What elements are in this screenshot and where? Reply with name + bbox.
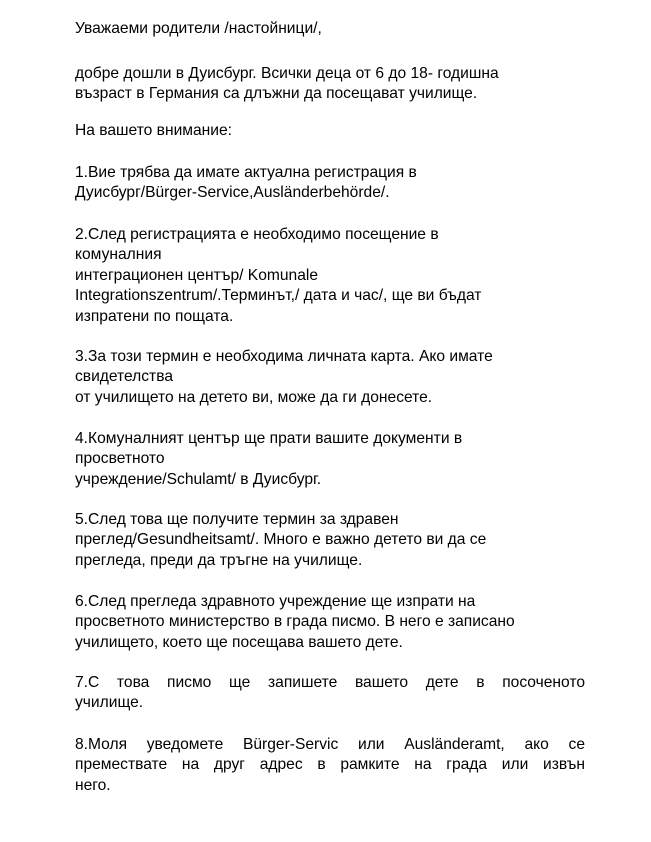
intro-line: възраст в Германия са длъжни да посещават училище. (75, 85, 478, 103)
item-line: училището, което ще посещава вашето дете. (75, 633, 403, 651)
item-line: 4.Комуналният център ще прати вашите документи в (75, 430, 463, 447)
item-line: премествате на друг адрес в рамките на града или извън (75, 756, 585, 774)
item-line: Integrationszentrum/.Терминът,/ дата и час/, ще ви бъдат (75, 287, 482, 305)
item-line: 7.С това писмо ще запишете вашето дете в посоченото (75, 674, 585, 691)
item-2 (75, 225, 585, 327)
item-line: свидетелства (75, 368, 173, 386)
item-line: изпратени по пощата. (75, 307, 234, 325)
greeting-line: Уважаеми родители /настойници/, (75, 20, 322, 37)
item-line: просветното министерство в града писмо. В него е записано (75, 613, 515, 631)
item-line: Дуисбург/Bürger-Service,Ausländerbehörde/. (75, 184, 390, 202)
item-line: от училището на детето ви, може да ги донесете. (75, 388, 433, 406)
item-line: него. (75, 776, 111, 794)
item-line: преглед/Gesundheitsamt/. Много е важно детето ви да се (75, 531, 487, 549)
item-line: училище. (75, 694, 144, 712)
attention-heading (75, 121, 585, 141)
item-6 (75, 592, 585, 653)
item-5 (75, 510, 585, 571)
greeting (75, 19, 585, 39)
attention-line: На вашето внимание: (75, 122, 233, 139)
item-line: 5.След това ще получите термин за здравен (75, 511, 399, 528)
item-3 (75, 347, 585, 408)
item-line: просветното (75, 450, 165, 468)
item-1 (75, 163, 585, 204)
item-line: учреждение/Schulamt/ в Дуисбург. (75, 470, 322, 488)
item-line: 6.След прегледа здравното учреждение ще изпрати на (75, 593, 476, 610)
item-line: 8.Моля уведомете Bürger-Servic или Ausländeramt, ако се (75, 736, 585, 753)
item-7 (75, 673, 585, 714)
item-line: 1.Вие трябва да имате актуална регистрация в (75, 164, 417, 181)
intro-line: добре дошли в Дуисбург. Всички деца от 6 до 18- годишна (75, 65, 499, 82)
item-line: 3.За този термин е необходима личната карта. Ако имате (75, 348, 493, 365)
item-line: интеграционен център/ Komunale (75, 266, 319, 284)
item-line: 2.След регистрацията е необходимо посещение в (75, 226, 439, 243)
item-line: комуналния (75, 246, 162, 264)
item-4 (75, 429, 585, 490)
intro-paragraph (75, 64, 585, 105)
item-8 (75, 735, 585, 796)
item-line: прегледа, преди да тръгне на училище. (75, 551, 363, 569)
